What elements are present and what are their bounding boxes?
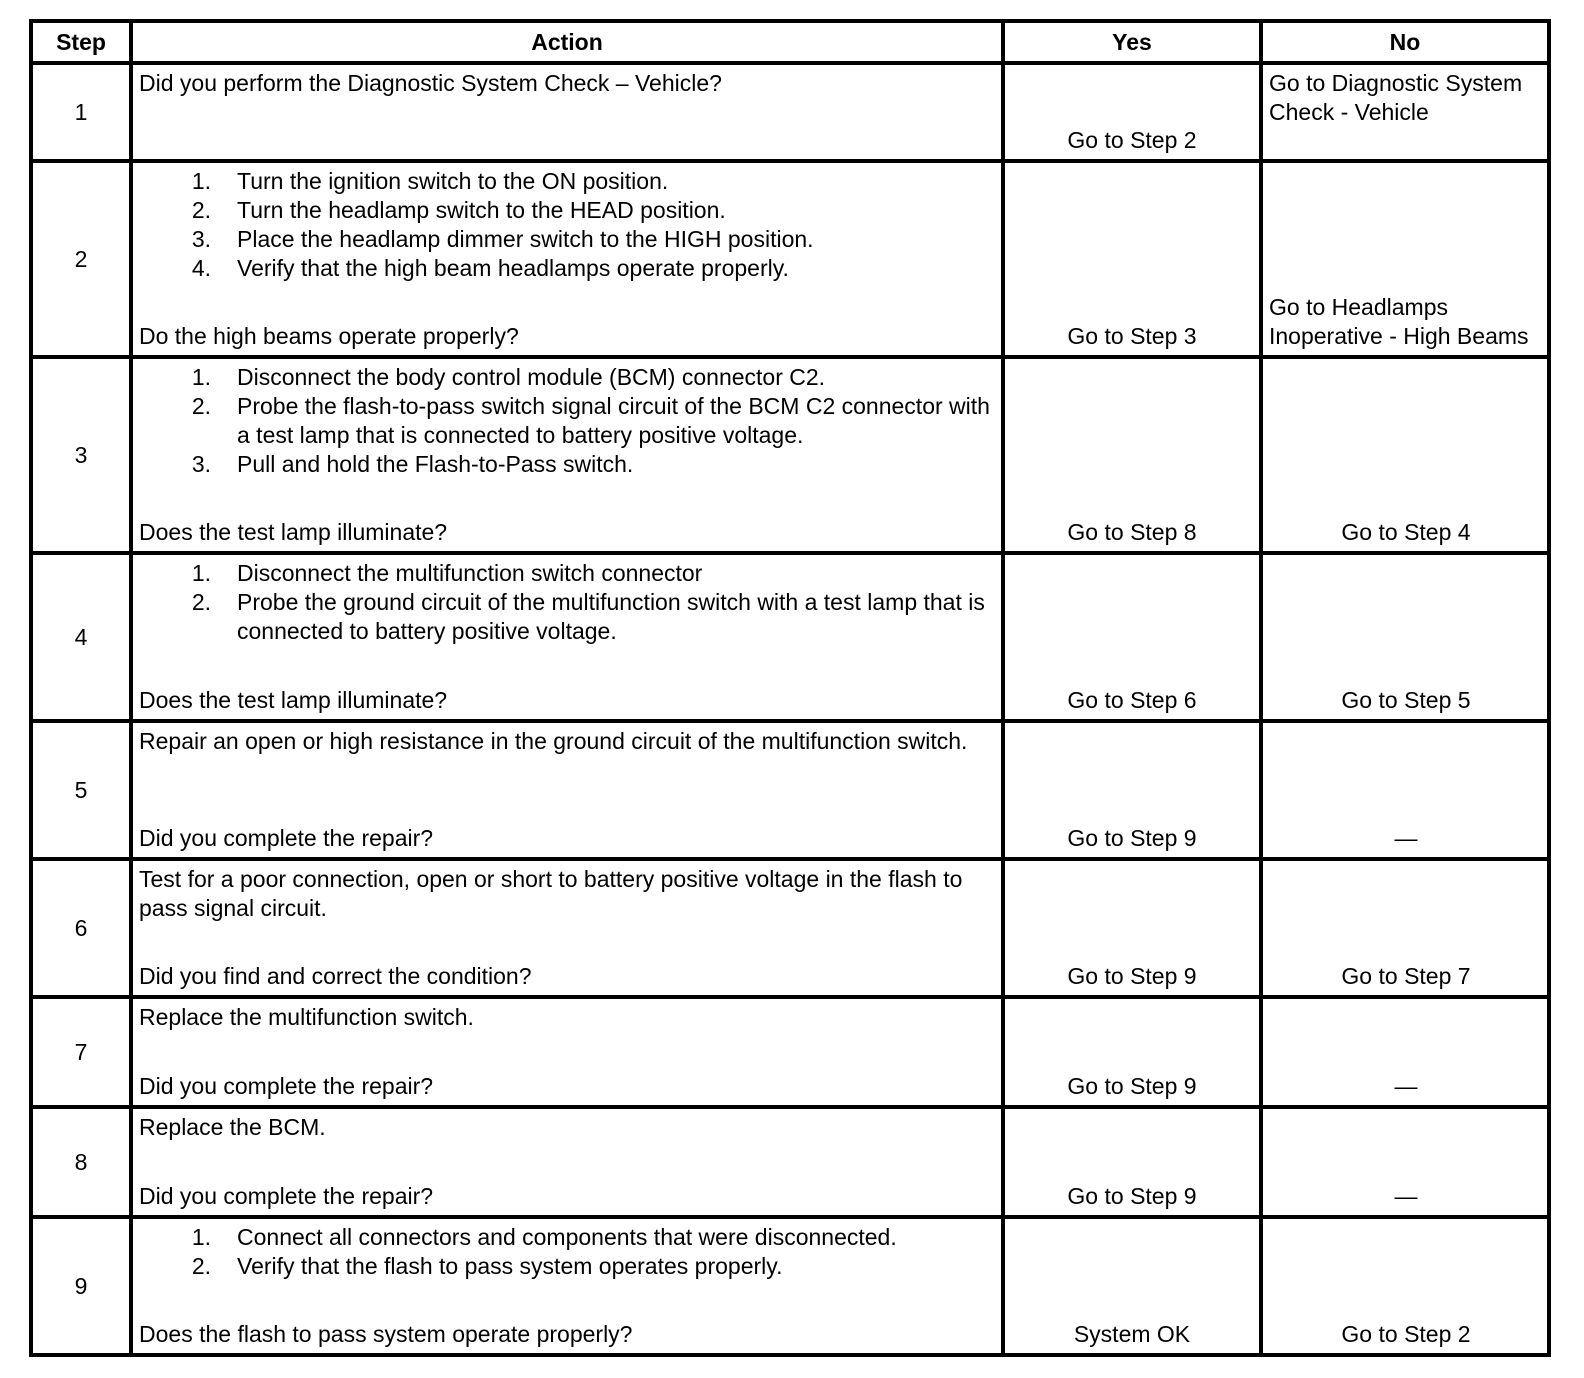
list-item-text: Disconnect the body control module (BCM) connector C2.	[237, 364, 826, 390]
step-number: 8	[31, 1107, 131, 1217]
yes-result: Go to Step 9	[1003, 721, 1261, 859]
action-cell	[131, 63, 1003, 161]
list-item	[139, 254, 997, 283]
header-step: Step	[31, 21, 131, 63]
list-item-number: 1.	[191, 168, 211, 194]
no-result: —	[1261, 721, 1549, 859]
action-text: Replace the multifunction switch.	[139, 1004, 474, 1030]
list-item-number: 1.	[191, 364, 211, 390]
table-row	[31, 997, 1549, 1107]
list-item-text: Turn the headlamp switch to the HEAD position.	[237, 197, 726, 223]
yes-result: Go to Step 9	[1003, 859, 1261, 997]
action-cell	[131, 553, 1003, 721]
action-cell	[131, 1217, 1003, 1355]
action-cell	[131, 859, 1003, 997]
header-action: Action	[131, 21, 1003, 63]
list-item-number: 2.	[191, 393, 211, 419]
action-question: Did you complete the repair?	[139, 825, 434, 851]
action-cell	[131, 721, 1003, 859]
list-item-number: 1.	[191, 560, 211, 586]
list-item-text: Verify that the high beam headlamps operate properly.	[237, 255, 789, 281]
list-item	[139, 588, 997, 646]
table-row	[31, 1107, 1549, 1217]
table-row	[31, 721, 1549, 859]
action-instructions	[139, 559, 997, 646]
step-number: 3	[31, 357, 131, 553]
list-item-number: 2.	[191, 197, 211, 223]
list-item-text: Probe the ground circuit of the multifunction switch with a test lamp that is connected to battery positive voltage.	[237, 589, 985, 644]
step-number: 6	[31, 859, 131, 997]
yes-result: Go to Step 9	[1003, 997, 1261, 1107]
table-row	[31, 1217, 1549, 1355]
yes-result: Go to Step 3	[1003, 161, 1261, 357]
action-question: Does the flash to pass system operate properly?	[139, 1321, 633, 1347]
list-item	[139, 167, 997, 196]
list-item	[139, 225, 997, 254]
table-row	[31, 357, 1549, 553]
list-item-text: Turn the ignition switch to the ON position.	[237, 168, 669, 194]
yes-result: Go to Step 2	[1003, 63, 1261, 161]
list-item	[139, 559, 997, 588]
header-yes: Yes	[1003, 21, 1261, 63]
action-cell	[131, 357, 1003, 553]
no-result: Go to Diagnostic System Check - Vehicle	[1261, 63, 1549, 161]
step-number: 9	[31, 1217, 131, 1355]
action-question: Do the high beams operate properly?	[139, 323, 519, 349]
list-item-number: 3.	[191, 226, 211, 252]
step-number: 5	[31, 721, 131, 859]
action-text: Replace the BCM.	[139, 1114, 326, 1140]
no-result: Go to Headlamps Inoperative - High Beams	[1261, 161, 1549, 357]
list-item-text: Verify that the flash to pass system operates properly.	[237, 1253, 783, 1279]
action-steps-list	[139, 363, 997, 479]
list-item-number: 4.	[191, 255, 211, 281]
list-item	[139, 196, 997, 225]
header-no: No	[1261, 21, 1549, 63]
action-cell	[131, 997, 1003, 1107]
action-instructions	[139, 1003, 997, 1032]
action-question: Did you complete the repair?	[139, 1183, 434, 1209]
yes-result: Go to Step 8	[1003, 357, 1261, 553]
list-item-text: Probe the flash-to-pass switch signal circuit of the BCM C2 connector with a test lamp that is connected to battery positive voltage.	[237, 393, 990, 448]
no-result: —	[1261, 997, 1549, 1107]
list-item-number: 2.	[191, 1253, 211, 1279]
action-cell	[131, 1107, 1003, 1217]
action-steps-list	[139, 1223, 997, 1281]
action-instructions	[139, 865, 997, 923]
action-steps-list	[139, 167, 997, 283]
table-row	[31, 161, 1549, 357]
diagnostic-table	[29, 19, 1551, 1357]
action-question: Did you complete the repair?	[139, 1073, 434, 1099]
list-item	[139, 392, 997, 450]
list-item	[139, 450, 997, 479]
list-item-text: Disconnect the multifunction switch connector	[237, 560, 703, 586]
action-question: Does the test lamp illuminate?	[139, 687, 448, 713]
list-item	[139, 363, 997, 392]
list-item-number: 1.	[191, 1224, 211, 1250]
action-steps-list	[139, 559, 997, 646]
action-text: Repair an open or high resistance in the ground circuit of the multifunction switch.	[139, 728, 968, 754]
step-number: 7	[31, 997, 131, 1107]
step-number: 4	[31, 553, 131, 721]
action-question: Does the test lamp illuminate?	[139, 519, 448, 545]
table-row	[31, 553, 1549, 721]
no-result: Go to Step 4	[1261, 357, 1549, 553]
action-instructions	[139, 727, 997, 756]
action-text: Did you perform the Diagnostic System Check – Vehicle?	[139, 70, 722, 96]
action-question: Did you find and correct the condition?	[139, 963, 532, 989]
step-number: 1	[31, 63, 131, 161]
action-cell	[131, 161, 1003, 357]
no-result: —	[1261, 1107, 1549, 1217]
list-item-number: 2.	[191, 589, 211, 615]
action-instructions	[139, 363, 997, 479]
list-item-text: Pull and hold the Flash-to-Pass switch.	[237, 451, 634, 477]
list-item	[139, 1223, 997, 1252]
yes-result: Go to Step 9	[1003, 1107, 1261, 1217]
list-item	[139, 1252, 997, 1281]
action-text: Test for a poor connection, open or short to battery positive voltage in the flash to pass signal circuit.	[139, 866, 963, 921]
action-instructions	[139, 167, 997, 283]
list-item-text: Connect all connectors and components that were disconnected.	[237, 1224, 897, 1250]
action-instructions	[139, 1113, 997, 1142]
action-instructions	[139, 1223, 997, 1281]
table-row	[31, 63, 1549, 161]
yes-result: Go to Step 6	[1003, 553, 1261, 721]
no-result: Go to Step 2	[1261, 1217, 1549, 1355]
list-item-number: 3.	[191, 451, 211, 477]
list-item-text: Place the headlamp dimmer switch to the HIGH position.	[237, 226, 814, 252]
step-number: 2	[31, 161, 131, 357]
no-result: Go to Step 5	[1261, 553, 1549, 721]
header-row	[31, 21, 1549, 63]
no-result: Go to Step 7	[1261, 859, 1549, 997]
yes-result: System OK	[1003, 1217, 1261, 1355]
table-row	[31, 859, 1549, 997]
action-instructions	[139, 69, 997, 98]
